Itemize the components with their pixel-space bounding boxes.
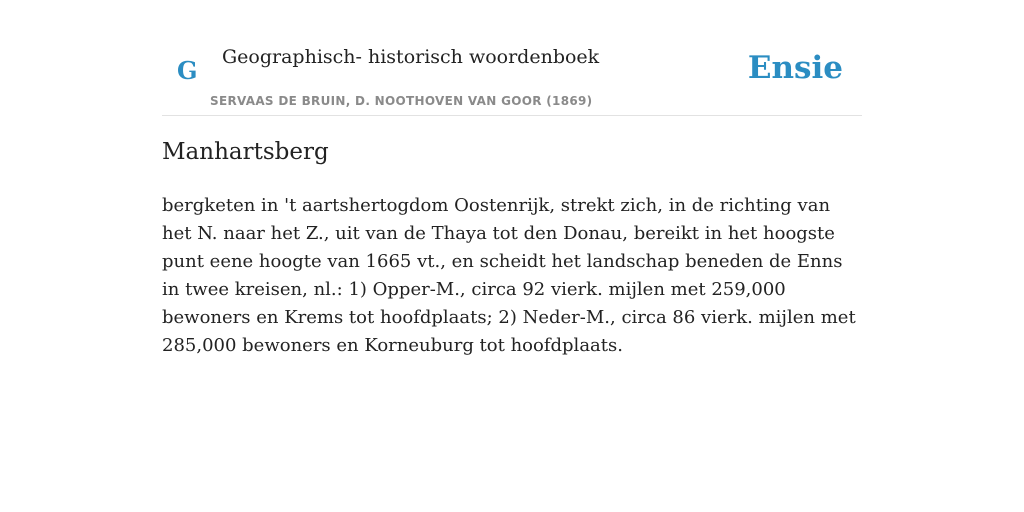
entry-definition: bergketen in 't aartshertogdom Oostenrijk, strekt zich, in de richting van het N. naar het Z., uit van de Thaya tot den Donau, bereikt in het hoogste punt eene hoogte van 1665 vt., en scheidt het landschap beneden de Enns in twee kreisen, nl.: 1) Opper-M., circa 92 vierk. mijlen met 259,000 bewoners en Krems tot hoofdplaats; 2) Neder-M., circa 86 vierk. mijlen met 285,000 bewoners en Korneuburg tot hoofdplaats. — [162, 195, 856, 356]
book-authors: SERVAAS DE BRUIN, D. NOOTHOVEN VAN GOOR (1869) — [210, 94, 593, 108]
book-logo-letter[interactable]: G — [177, 56, 198, 85]
book-title-link[interactable]: Geographisch- historisch woordenboek — [222, 46, 600, 68]
entry-headword: Manhartsberg — [162, 139, 329, 165]
ensie-logo-link[interactable]: Ensie — [747, 50, 843, 86]
page-container — [162, 0, 862, 356]
source-header — [162, 0, 862, 116]
